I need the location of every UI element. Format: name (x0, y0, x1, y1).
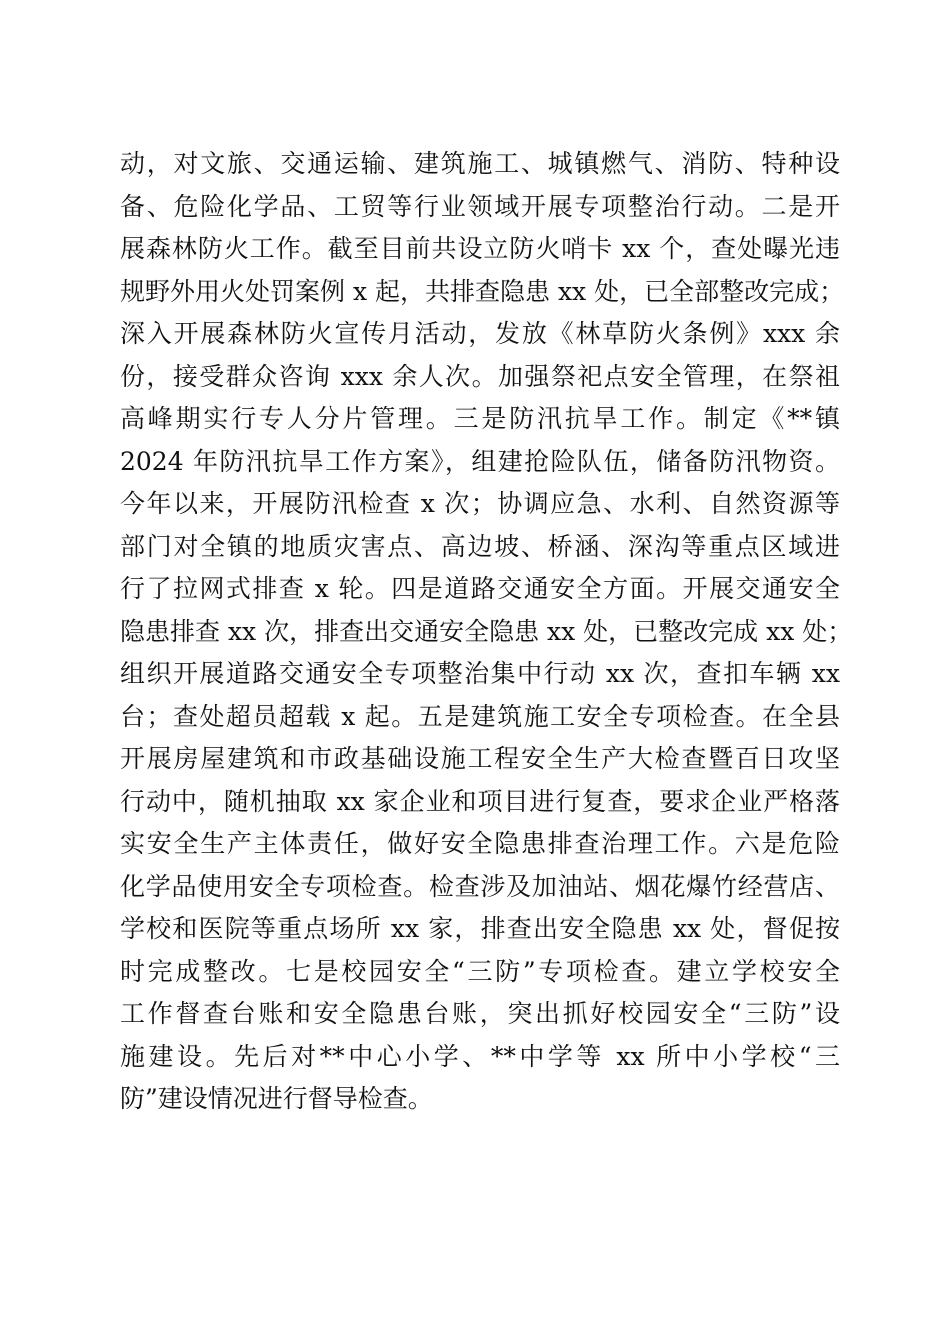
body-paragraph (120, 143, 853, 1121)
text-line: 工作督查台账和安全隐患台账，突出抓好校园安全“三防”设 (120, 999, 840, 1028)
text-line: 组织开展道路交通安全专项整治集中行动 xx 次，查扣车辆 xx (120, 659, 840, 688)
text-line: 学校和医院等重点场所 xx 家，排查出安全隐患 xx 处，督促按 (120, 914, 840, 943)
text-line: 备、危险化学品、工贸等行业领域开展专项整治行动。二是开 (120, 191, 840, 221)
text-line: 时完成整改。七是校园安全“三防”专项检查。建立学校安全 (120, 956, 840, 986)
text-line: 化学品使用安全专项检查。检查涉及加油站、烟花爆竹经营店、 (120, 871, 840, 901)
text-line: 行动中，随机抽取 xx 家企业和项目进行复查，要求企业严格落 (120, 786, 840, 816)
text-line: 份，接受群众咨询 xxx 余人次。加强祭祀点安全管理，在祭祖 (120, 361, 840, 391)
text-line: 部门对全镇的地质灾害点、高边坡、桥涵、深沟等重点区域进 (120, 531, 840, 561)
text-line: 展森林防火工作。截至目前共设立防火哨卡 xx 个，查处曝光违 (120, 234, 840, 263)
text-line: 隐患排查 xx 次，排查出交通安全隐患 xx 处，已整改完成 xx 处； (120, 616, 853, 646)
text-line: 动，对文旅、交通运输、建筑施工、城镇燃气、消防、特种设 (120, 149, 840, 178)
text-line: 开展房屋建筑和市政基础设施工程安全生产大检查暨百日攻坚 (120, 744, 840, 773)
text-line: 高峰期实行专人分片管理。三是防汛抗旱工作。制定《**镇 (120, 404, 840, 433)
text-line: 防”建设情况进行督导检查。 (120, 1084, 433, 1113)
text-line: 台；查处超员超载 x 起。五是建筑施工安全专项检查。在全县 (120, 701, 840, 731)
text-line: 2024 年防汛抗旱工作方案》，组建抢险队伍，储备防汛物资。 (120, 446, 840, 476)
text-line: 施建设。先后对**中心小学、**中学等 xx 所中小学校“三 (120, 1041, 840, 1071)
text-line: 实安全生产主体责任，做好安全隐患排查治理工作。六是危险 (120, 829, 840, 858)
text-line: 规野外用火处罚案例 x 起，共排查隐患 xx 处，已全部整改完成； (120, 276, 845, 306)
text-line: 今年以来，开展防汛检查 x 次；协调应急、水利、自然资源等 (120, 489, 840, 518)
text-line: 行了拉网式排查 x 轮。四是道路交通安全方面。开展交通安全 (120, 574, 840, 603)
text-line: 深入开展森林防火宣传月活动，发放《林草防火条例》xxx 余 (120, 319, 840, 348)
